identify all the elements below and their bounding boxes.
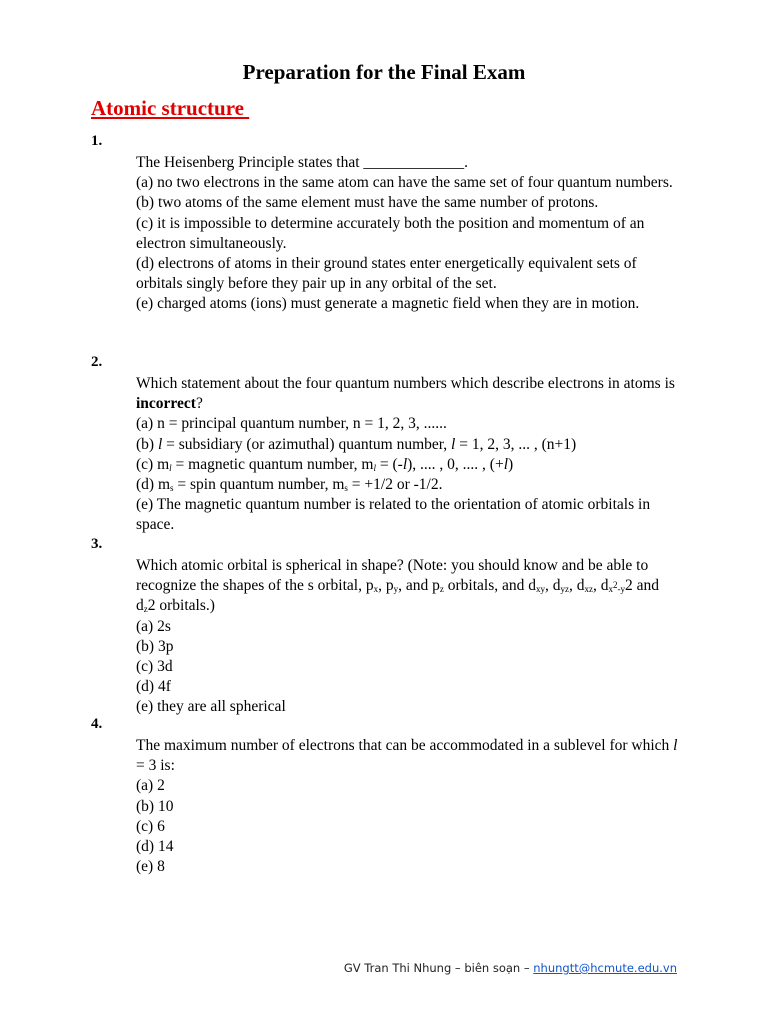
option-a: (a) 2: [136, 777, 165, 795]
question-stem: The Heisenberg Principle states that _____________.: [136, 154, 469, 171]
question-stem: The maximum number of electrons that can be accommodated in a sublevel for which l = 3 is:: [136, 737, 678, 775]
option-b: (b) 10: [136, 797, 174, 815]
option-e: (e) charged atoms (ions) must generate a magnetic field when they are in motion.: [136, 295, 640, 313]
question-1: [136, 153, 681, 315]
option-b: (b) l = subsidiary (or azimuthal) quantum number, l = 1, 2, 3, ... , (n+1): [136, 435, 577, 453]
option-b: (b) two atoms of the same element must have the same number of protons.: [136, 194, 599, 212]
option-e: (e) 8: [136, 858, 165, 876]
question-2-number: 2.: [91, 354, 103, 370]
option-c: (c) $m_l$ = magnetic quantum number, $m_l = (-l)$, .... , 0, .... , (+l): [136, 455, 514, 473]
page-footer: [344, 961, 677, 975]
option-d: (d) electrons of atoms in their ground states enter energetically equivalent sets of orbitals singly before they pair up in any orbital of the set.: [136, 255, 637, 293]
option-c: (c) it is impossible to determine accurately both the position and momentum of an electron simultaneously.: [136, 214, 645, 252]
option-c: (c) 6: [136, 817, 165, 835]
question-2: [136, 374, 681, 536]
document-title: Preparation for the Final Exam: [242, 60, 526, 84]
option-e: (e) The magnetic quantum number is related to the orientation of atomic orbitals in space.: [136, 496, 651, 534]
option-d: (d) 14: [136, 838, 174, 856]
section-heading: Atomic structure: [91, 96, 250, 120]
question-3: [136, 556, 681, 718]
author-email-link[interactable]: nhungtt@hcmute.edu.vn: [533, 961, 677, 975]
question-4-number: 4.: [91, 716, 103, 732]
question-1-number: 1.: [91, 133, 103, 149]
question-3-number: 3.: [91, 536, 103, 552]
option-a: (a) 2s: [136, 617, 171, 635]
option-e: (e) they are all spherical: [136, 698, 286, 716]
question-4: [136, 736, 681, 877]
option-a: (a) no two electrons in the same atom can have the same set of four quantum numbers.: [136, 174, 673, 192]
footer-author: GV Tran Thi Nhung – biên soạn –: [343, 961, 534, 975]
option-b: (b) 3p: [136, 637, 174, 655]
option-d: (d) 4f: [136, 678, 171, 696]
question-stem: Which statement about the four quantum numbers which describe electrons in atoms is incorrect?: [136, 375, 675, 413]
option-d: (d) $m_s$ = spin quantum number, $m_s = +1/2$ or -1/2.: [136, 476, 443, 494]
option-a: (a) n = principal quantum number, n = 1, 2, 3, ......: [136, 415, 447, 433]
question-stem: Which atomic orbital is spherical in shape? (Note: you should know and be able to recognize the shapes of the s orbital, $p_x$, $p_y$, and $p_z$ orbitals, and $d_{xy}$, $d_{yz}$, $d_{xz}$, $d_{x^2-y}2$ and $d_z2$ orbitals.): [136, 557, 659, 615]
option-c: (c) 3d: [136, 658, 173, 676]
